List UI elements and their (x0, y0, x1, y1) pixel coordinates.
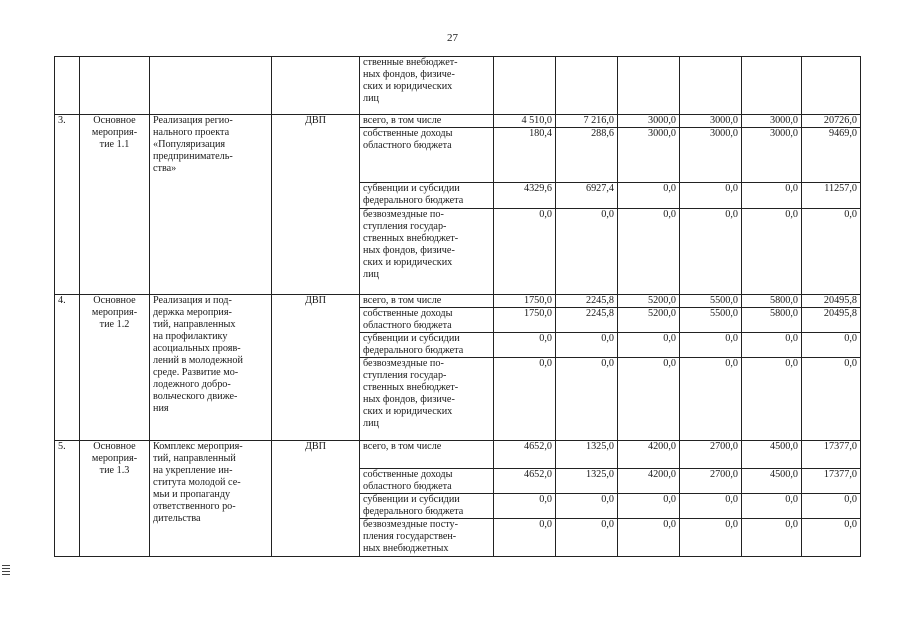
value-cell: 0,0 (494, 519, 556, 557)
value-cell: 0,0 (556, 358, 618, 441)
value-cell: 0,0 (494, 358, 556, 441)
value-cell: 5500,0 (680, 308, 742, 333)
value-cell: 0,0 (618, 358, 680, 441)
value-cell: 2245,8 (556, 295, 618, 308)
value-cell: 0,0 (680, 333, 742, 358)
value-cell: 4200,0 (618, 441, 680, 469)
title-cell: Комплекс мероприя- тий, направленный на укрепление ин- ститута молодой се- мьи и пропаганду ответственного ро- дительства (150, 441, 272, 557)
value-cell: 6927,4 (556, 183, 618, 209)
value-cell: 2700,0 (680, 441, 742, 469)
page-number: 27 (447, 32, 458, 44)
value-cell: 0,0 (618, 183, 680, 209)
value-cell: 0,0 (680, 494, 742, 519)
value-cell: 3000,0 (680, 128, 742, 183)
value-cell: 3000,0 (680, 115, 742, 128)
value-cell: 0,0 (556, 333, 618, 358)
value-cell: 0,0 (680, 519, 742, 557)
executor-cell: ДВП (272, 441, 360, 557)
value-cell: 0,0 (802, 358, 861, 441)
source-cell: всего, в том числе (360, 441, 494, 469)
source-cell: безвозмездные по- ступления государ- ственных внебюджет- ных фондов, физиче- ских и юридических лиц (360, 209, 494, 295)
value-cell: 0,0 (742, 494, 802, 519)
value-cell: 0,0 (802, 494, 861, 519)
source-cell: собственные доходы областного бюджета (360, 308, 494, 333)
value-cell: 0,0 (618, 519, 680, 557)
value-cell: 7 216,0 (556, 115, 618, 128)
value-cell: 0,0 (618, 333, 680, 358)
source-cell: собственные доходы областного бюджета (360, 469, 494, 494)
value-cell: 0,0 (742, 209, 802, 295)
source-cell: ственные внебюджет- ных фондов, физиче- ских и юридических лиц (360, 57, 494, 115)
value-cell: 5800,0 (742, 308, 802, 333)
budget-table (54, 56, 861, 557)
value-cell: 0,0 (680, 358, 742, 441)
kind-cell: Основное мероприя- тие 1.3 (80, 441, 150, 557)
value-cell: 1750,0 (494, 308, 556, 333)
value-cell: 17377,0 (802, 441, 861, 469)
value-cell: 20726,0 (802, 115, 861, 128)
value-cell: 5200,0 (618, 295, 680, 308)
source-cell: субвенции и субсидии федерального бюджета (360, 183, 494, 209)
value-cell: 5200,0 (618, 308, 680, 333)
value-cell: 2700,0 (680, 469, 742, 494)
value-cell: 4329,6 (494, 183, 556, 209)
source-cell: всего, в том числе (360, 115, 494, 128)
value-cell: 0,0 (802, 519, 861, 557)
value-cell: 4652,0 (494, 441, 556, 469)
value-cell: 4500,0 (742, 441, 802, 469)
value-cell: 4500,0 (742, 469, 802, 494)
number-cell: 3. (55, 115, 80, 295)
value-cell: 1325,0 (556, 469, 618, 494)
source-cell: субвенции и субсидии федерального бюджета (360, 494, 494, 519)
value-cell: 0,0 (494, 209, 556, 295)
value-cell: 0,0 (742, 333, 802, 358)
value-cell: 0,0 (494, 494, 556, 519)
value-cell: 0,0 (742, 519, 802, 557)
value-cell: 1325,0 (556, 441, 618, 469)
value-cell: 0,0 (742, 358, 802, 441)
value-cell: 9469,0 (802, 128, 861, 183)
binding-mark (2, 574, 10, 575)
value-cell: 0,0 (680, 209, 742, 295)
value-cell: 0,0 (802, 333, 861, 358)
value-cell: 17377,0 (802, 469, 861, 494)
value-cell: 1750,0 (494, 295, 556, 308)
value-cell: 2245,8 (556, 308, 618, 333)
value-cell: 3000,0 (742, 128, 802, 183)
value-cell: 0,0 (556, 519, 618, 557)
binding-mark (2, 571, 10, 572)
binding-mark (2, 565, 10, 566)
value-cell: 0,0 (618, 209, 680, 295)
value-cell (680, 57, 742, 115)
value-cell: 20495,8 (802, 295, 861, 308)
value-cell: 3000,0 (742, 115, 802, 128)
value-cell: 0,0 (556, 494, 618, 519)
value-cell: 0,0 (556, 209, 618, 295)
source-cell: безвозмездные посту- пления государствен- ных внебюджетных (360, 519, 494, 557)
number-cell: 5. (55, 441, 80, 557)
table-row (55, 441, 861, 469)
source-cell: безвозмездные по- ступления государ- ственных внебюджет- ных фондов, физиче- ских и юридических лиц (360, 358, 494, 441)
kind-cell: Основное мероприя- тие 1.1 (80, 115, 150, 295)
number-cell (55, 57, 80, 115)
table-row (55, 115, 861, 128)
binding-mark (2, 568, 10, 569)
value-cell: 0,0 (742, 183, 802, 209)
value-cell: 3000,0 (618, 128, 680, 183)
executor-cell: ДВП (272, 115, 360, 295)
value-cell: 0,0 (680, 183, 742, 209)
executor-cell (272, 57, 360, 115)
title-cell: Реализация регио- нального проекта «Популяризация предприниматель- ства» (150, 115, 272, 295)
number-cell: 4. (55, 295, 80, 441)
value-cell: 5500,0 (680, 295, 742, 308)
executor-cell: ДВП (272, 295, 360, 441)
source-cell: всего, в том числе (360, 295, 494, 308)
value-cell: 0,0 (618, 494, 680, 519)
value-cell: 180,4 (494, 128, 556, 183)
value-cell (802, 57, 861, 115)
value-cell: 3000,0 (618, 115, 680, 128)
kind-cell: Основное мероприя- тие 1.2 (80, 295, 150, 441)
source-cell: собственные доходы областного бюджета (360, 128, 494, 183)
value-cell (556, 57, 618, 115)
value-cell: 5800,0 (742, 295, 802, 308)
value-cell: 0,0 (802, 209, 861, 295)
value-cell: 4 510,0 (494, 115, 556, 128)
value-cell: 0,0 (494, 333, 556, 358)
value-cell (494, 57, 556, 115)
kind-cell (80, 57, 150, 115)
table-row (55, 295, 861, 308)
value-cell: 4652,0 (494, 469, 556, 494)
table-row (55, 57, 861, 115)
title-cell: Реализация и под- держка мероприя- тий, направленных на профилактику асоциальных прояв- лений в молодежной среде. Развитие мо- лодежного добро- вольческого движе- ния (150, 295, 272, 441)
title-cell (150, 57, 272, 115)
value-cell: 11257,0 (802, 183, 861, 209)
value-cell (618, 57, 680, 115)
value-cell: 4200,0 (618, 469, 680, 494)
value-cell: 20495,8 (802, 308, 861, 333)
value-cell: 288,6 (556, 128, 618, 183)
source-cell: субвенции и субсидии федерального бюджета (360, 333, 494, 358)
value-cell (742, 57, 802, 115)
binding-marks (2, 565, 10, 577)
